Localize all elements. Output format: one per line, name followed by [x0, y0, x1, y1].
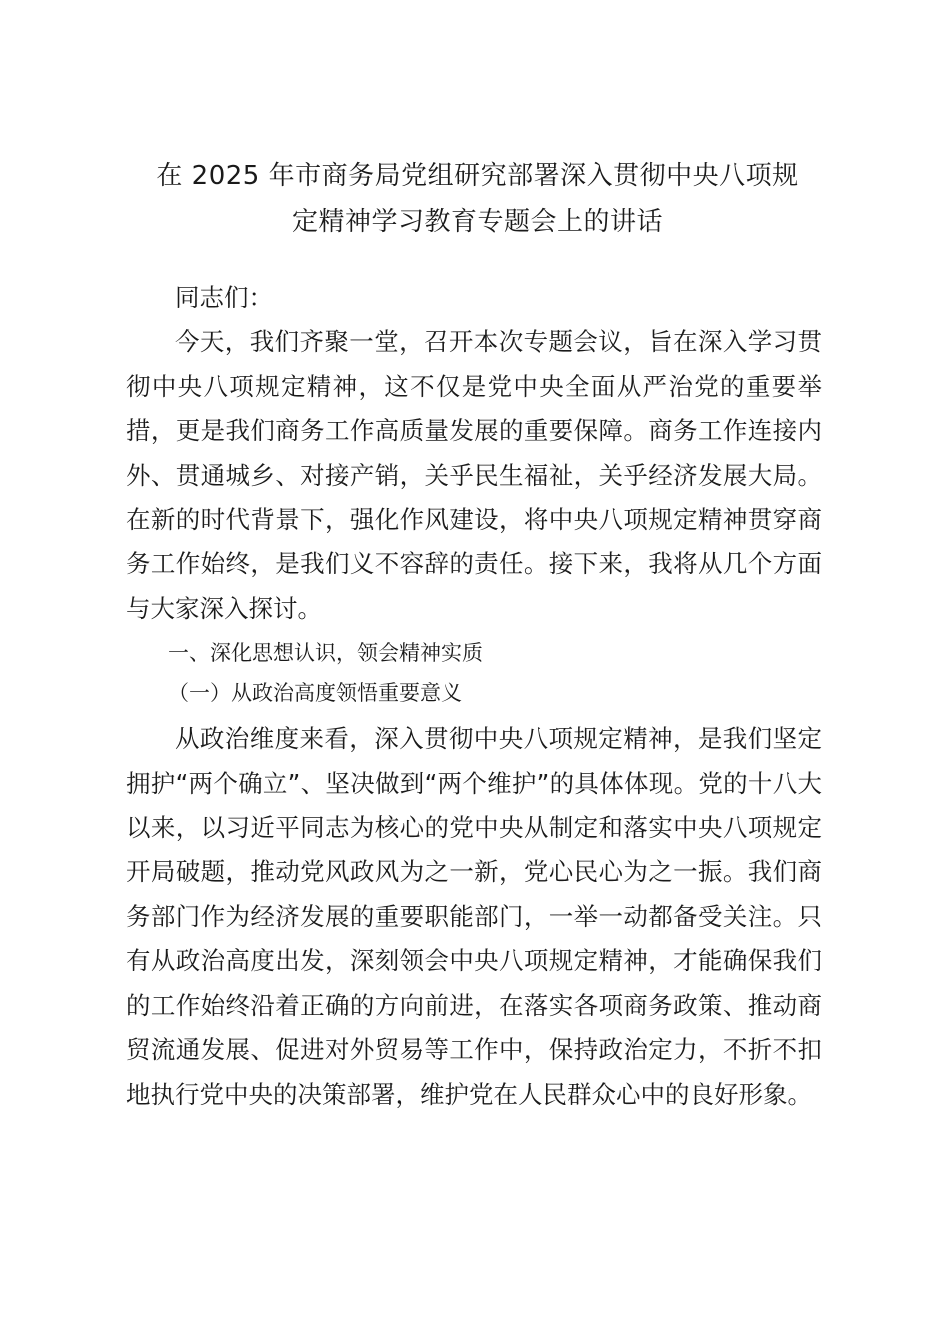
title-line-1: 在 2025 年市商务局党组研究部署深入贯彻中央八项规	[156, 161, 799, 191]
subsection-heading: （一）从政治高度领悟重要意义	[168, 681, 462, 706]
paragraph-intro: 今天，我们齐聚一堂，召开本次专题会议，旨在深入学习贯彻中央八项规定精神，这不仅是党中央全面从严治党的重要举措，更是我们商务工作高质量发展的重要保障。商务工作连接内外、贯通城乡、对接产销，关乎民生福祉，关乎经济发展大局。在新的时代背景下，强化作风建设，将中央八项规定精神贯穿商务工作始终，是我们义不容辞的责任。接下来，我将从几个方面与大家深入探讨。	[126, 327, 822, 623]
paragraph-political: 从政治维度来看，深入贯彻中央八项规定精神，是我们坚定拥护“两个确立”、坚决做到“两个维护”的具体体现。党的十八大以来，以习近平同志为核心的党中央从制定和落实中央八项规定开局破题，推动党风政风为之一新，党心民心为之一振。我们商务部门作为经济发展的重要职能部门，一举一动都备受关注。只有从政治高度出发，深刻领会中央八项规定精神，才能确保我们的工作始终沿着正确的方向前进，在落实各项商务政策、推动商贸流通发展、促进对外贸易等工作中，保持政治定力，不折不扣地执行党中央的决策部署，维护党在人民群众心中的良好形象。	[126, 724, 822, 1109]
document-body	[126, 276, 822, 1117]
document-title	[120, 153, 835, 245]
title-line-2: 定精神学习教育专题会上的讲话	[291, 207, 663, 237]
salutation: 同志们：	[175, 283, 273, 312]
section-heading: 一、深化思想认识，领会精神实质	[168, 641, 483, 666]
